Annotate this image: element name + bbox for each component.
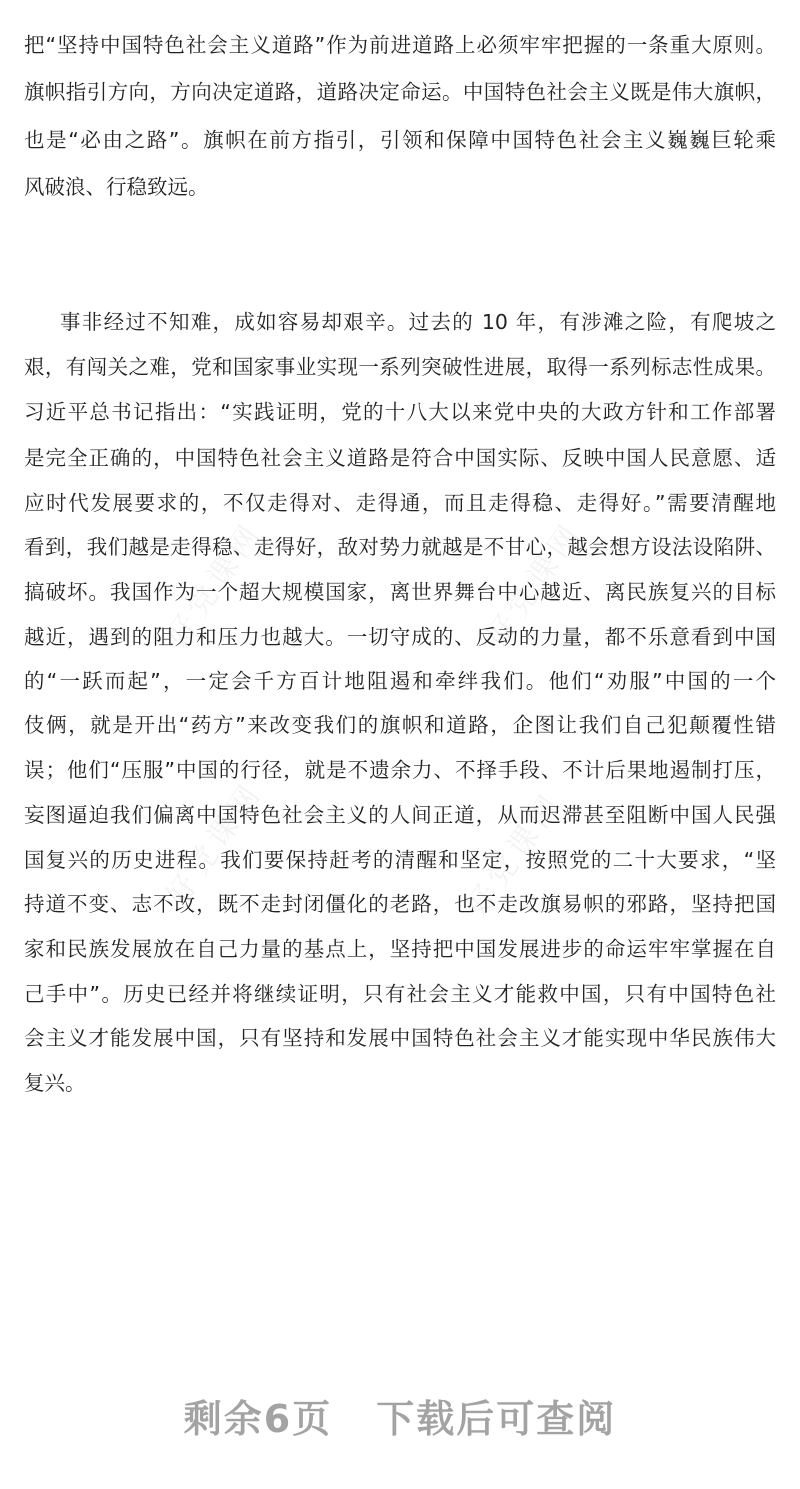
text-line: 越近，遇到的阻力和压力也越大。一切守成的、反动的力量，都不乐意看到中国 [24, 625, 776, 649]
text-line: 家和民族发展放在自己力量的基点上，坚持把中国发展进步的命运牢牢掌握在自 [24, 937, 776, 961]
text-line: 风破浪、行稳致远。 [24, 175, 209, 199]
watermark: 好党课网 [159, 514, 271, 654]
text-line: 旗帜指引方向，方向决定道路，道路决定命运。中国特色社会主义既是伟大旗帜， [24, 80, 776, 104]
text-line: 搞破坏。我国作为一个超大规模国家，离世界舞台中心越近、离民族复兴的目标 [24, 580, 776, 604]
watermark: 好党课网 [459, 784, 571, 924]
text-line: 也是“必由之路”。旗帜在前方指引，引领和保障中国特色社会主义巍巍巨轮乘 [24, 128, 776, 152]
text-line: 艰，有闯关之难，党和国家事业实现一系列突破性进展，取得一系列标志性成果。 [24, 355, 776, 379]
watermark: 好党课网 [479, 514, 591, 654]
text-line: 复兴。 [24, 1071, 86, 1095]
text-line: 习近平总书记指出：“实践证明，党的十八大以来党中央的大政方针和工作部署 [24, 400, 776, 424]
download-prompt[interactable] [0, 1388, 800, 1443]
text-line: 事非经过不知难，成如容易却艰辛。过去的 10 年，有涉滩之险，有爬坡之 [60, 310, 776, 334]
text-line: 国复兴的历史进程。我们要保持赶考的清醒和坚定，按照党的二十大要求，“坚 [24, 848, 776, 872]
text-line: 是完全正确的，中国特色社会主义道路是符合中国实际、反映中国人民意愿、适 [24, 446, 776, 470]
text-line: 的“一跃而起”，一定会千方百计地阻遏和牵绊我们。他们“劝服”中国的一个 [24, 669, 776, 693]
text-line: 看到，我们越是走得稳、走得好，敌对势力就越是不甘心，越会想方设法设陷阱、 [24, 535, 776, 559]
text-line: 妄图逼迫我们偏离中国特色社会主义的人间正道，从而迟滞甚至阻断中国人民强 [24, 803, 776, 827]
text-line: 伎俩，就是开出“药方”来改变我们的旗帜和道路，企图让我们自己犯颠覆性错 [24, 713, 776, 737]
text-line: 己手中”。历史已经并将继续证明，只有社会主义才能救中国，只有中国特色社 [24, 982, 776, 1006]
text-line: 会主义才能发展中国，只有坚持和发展中国特色社会主义才能实现中华民族伟大 [24, 1026, 776, 1050]
text-line: 把“坚持中国特色社会主义道路”作为前进道路上必须牢牢把握的一条重大原则。 [24, 33, 776, 57]
remaining-pages-label: 剩余6页 [183, 1397, 333, 1441]
download-to-view-label[interactable]: 下载后可查阅 [376, 1397, 617, 1441]
watermark: 好党课网 [159, 774, 271, 914]
text-line: 持道不变、志不改，既不走封闭僵化的老路，也不走改旗易帜的邪路，坚持把国 [24, 892, 776, 916]
text-line: 误；他们“压服”中国的行径，就是不遗余力、不择手段、不计后果地遏制打压， [24, 758, 776, 782]
text-line: 应时代发展要求的，不仅走得对、走得通，而且走得稳、走得好。”需要清醒地 [24, 491, 776, 515]
